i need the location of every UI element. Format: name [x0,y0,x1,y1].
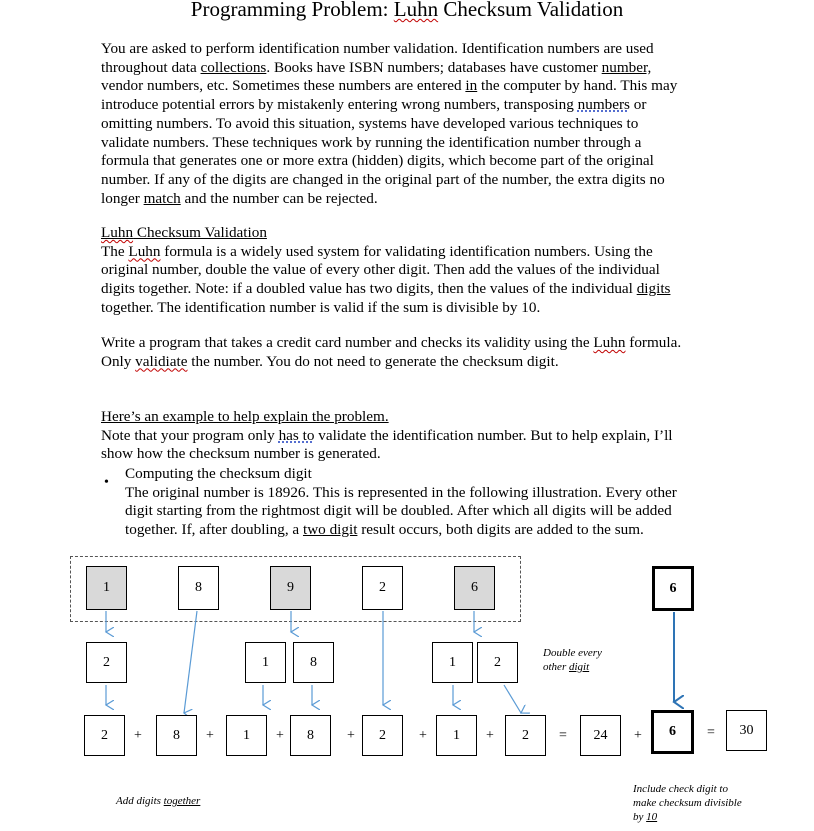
bullet-icon: • [104,475,109,490]
sum-term-box: 2 [84,715,125,756]
digit-box: 9 [270,566,311,610]
check-digit-sum-box: 6 [651,710,694,754]
digit-box: 6 [454,566,495,610]
intro-paragraph: You are asked to perform identification number validation. Identification numbers are used throughout data collections. Books have ISBN numbers; databases have customer number, vendor numbers, etc. Sometimes these numbers are entered in the computer by hand. This may introduce potential errors by mistakenly entering wrong numbers, transposing numbers or omitting numbers. To avoid this situation, systems have developed various techniques to validate numbers. These techniques work by running the identification number through a formula that generates one or more extra (hidden) digits, which become part of the original number. If any of the digits are changed in the original part of the number, the extra digits no longer match and the number can be rejected. [101,40,678,207]
sum-term-box: 8 [290,715,331,756]
luhn-section: Luhn Checksum Validation The Luhn formula is a widely used system for validating identification numbers. Using the original number, double the value of every other digit. Then add the values of the individual digits together. Note: if a doubled value has two digits, then the values of the individual digits together. The identification number is valid if the sum is divisible by 10. [101,224,716,318]
plus-sign: + [347,728,355,743]
digit-box: 8 [178,566,219,610]
task-paragraph: Write a program that takes a credit card number and checks its validity using the Luhn formula. Only validiate the number. You do not need to generate the checksum digit. [101,334,682,370]
plus-sign: + [419,728,427,743]
doubled-box: 1 [432,642,473,683]
doubled-box: 2 [86,642,127,683]
subtotal-box: 24 [580,715,621,756]
check-digit-box: 6 [652,566,694,611]
note-add-digits: Add digits together [116,795,201,807]
plus-sign: + [634,728,642,743]
page-title: Programming Problem: Luhn Checksum Validation [190,0,624,21]
digit-box: 2 [362,566,403,610]
note-include-check-digit: Include check digit to make checksum divisible by 10 [633,783,742,823]
doubled-box: 2 [477,642,518,683]
sum-term-box: 2 [362,715,403,756]
doubled-box: 8 [293,642,334,683]
doubled-box: 1 [245,642,286,683]
example-bullet: Computing the checksum digit The original number is 18926. This is represented in the following illustration. Every other digit starting from the rightmost digit will be doubled. After which all digits will be added together. If, after doubling, a two digit result occurs, both digits are added to the sum. [125,465,677,539]
equals-sign: = [559,728,567,743]
sum-term-box: 8 [156,715,197,756]
example-heading: Here’s an example to help explain the problem. [101,408,389,425]
plus-sign: + [206,728,214,743]
plus-sign: + [486,728,494,743]
sum-term-box: 2 [505,715,546,756]
arrow-2b-sum [504,685,521,713]
plus-sign: + [134,728,142,743]
luhn-heading: Luhn Checksum Validation [101,224,267,241]
sum-term-box: 1 [436,715,477,756]
example-section: Here’s an example to help explain the problem. Note that your program only has to validate the identification number. But to help explain, I’ll show how the checksum number is generated. [101,408,716,464]
digit-box: 1 [86,566,127,610]
total-box: 30 [726,710,767,751]
arrow-8-sum [184,611,197,713]
plus-sign: + [276,728,284,743]
sum-term-box: 1 [226,715,267,756]
note-double-every-other: Double every other digit [543,647,602,673]
equals-sign: = [707,725,715,740]
